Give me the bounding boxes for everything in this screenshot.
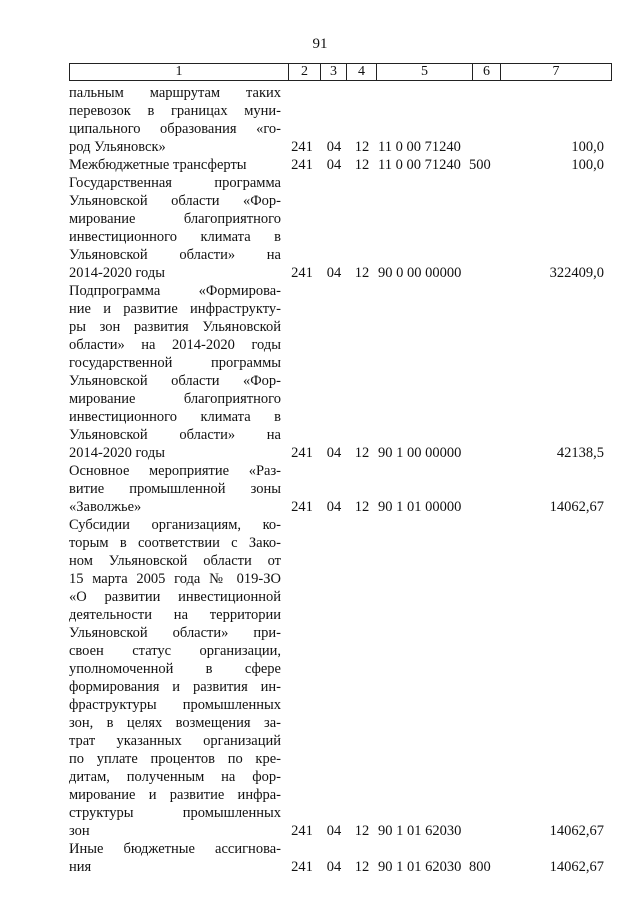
row-description-line: мирование благоприятного (69, 211, 281, 227)
row-description-line: Подпрограмма «Формирова- (69, 283, 281, 299)
row-description-line: ры зон развития Ульяновской (69, 319, 281, 335)
row-description-line: торым в соответствии с Зако- (69, 535, 281, 551)
row-description-line: Ульяновской области» на (69, 247, 281, 263)
row-description-line: Ульяновской области» при- (69, 625, 281, 641)
row-description-line: Ульяновской области» на (69, 427, 281, 443)
column-header-1: 1 (175, 64, 183, 79)
page-number: 91 (312, 36, 328, 52)
row-code-2: 241 (291, 823, 313, 839)
row-description-line: дитам, полученным на фор- (69, 769, 281, 785)
row-code-2: 241 (291, 139, 313, 155)
row-amount: 100,0 (571, 157, 604, 173)
table-row (0, 156, 640, 174)
row-description-line: ципального образования «го- (69, 121, 281, 137)
row-code-5: 90 1 01 62030 (378, 823, 462, 839)
row-description (69, 282, 281, 462)
row-description-line: инвестиционного климата в (69, 229, 281, 245)
row-description-line: трат указанных организаций (69, 733, 281, 749)
row-code-3: 04 (326, 265, 342, 281)
row-description-line: зон, в целях возмещения за- (69, 715, 281, 731)
row-description-line: формирования и развития ин- (69, 679, 281, 695)
column-header-3: 3 (320, 64, 346, 80)
row-code-4: 12 (354, 823, 370, 839)
row-amount: 14062,67 (549, 499, 604, 515)
row-description-line: ном Ульяновской области от (69, 553, 281, 569)
row-code-3: 04 (326, 499, 342, 515)
row-amount: 42138,5 (556, 445, 604, 461)
column-header-4: 4 (346, 64, 376, 80)
row-description-line: мирование благоприятного (69, 391, 281, 407)
row-description-line: Межбюджетные трансферты (69, 157, 247, 173)
row-code-6: 800 (469, 859, 491, 875)
row-code-3: 04 (326, 823, 342, 839)
table-row (0, 516, 640, 840)
row-description-line: 2014-2020 годы (69, 445, 165, 461)
row-description-line: зон (69, 823, 90, 839)
row-code-4: 12 (354, 157, 370, 173)
row-description-line: Государственная программа (69, 175, 281, 191)
row-description-line: Субсидии организациям, ко- (69, 517, 281, 533)
row-description-line: род Ульяновск» (69, 139, 166, 155)
row-code-3: 04 (326, 139, 342, 155)
row-amount: 100,0 (571, 139, 604, 155)
row-code-5: 90 0 00 00000 (378, 265, 462, 281)
row-description-line: государственной программы (69, 355, 281, 371)
row-code-4: 12 (354, 265, 370, 281)
row-code-2: 241 (291, 157, 313, 173)
row-description-line: уполномоченной в сфере (69, 661, 281, 677)
row-values (0, 498, 640, 516)
row-description-line: 2014-2020 годы (69, 265, 165, 281)
table-row (0, 174, 640, 282)
row-code-5: 11 0 00 71240 (378, 139, 461, 155)
table-row (0, 462, 640, 516)
row-description-line: Ульяновской области «Фор- (69, 373, 281, 389)
row-code-3: 04 (326, 445, 342, 461)
row-code-2: 241 (291, 265, 313, 281)
row-description-line: структуры промышленных (69, 805, 281, 821)
row-code-2: 241 (291, 445, 313, 461)
table-row (0, 282, 640, 462)
row-values (0, 264, 640, 282)
row-values (0, 444, 640, 462)
row-description-line: фраструктуры промышленных (69, 697, 281, 713)
row-description-line: пальным маршрутам таких (69, 85, 281, 101)
row-description-line: по уплате процентов по кре- (69, 751, 281, 767)
row-description-line: инвестиционного климата в (69, 409, 281, 425)
row-code-2: 241 (291, 499, 313, 515)
row-code-2: 241 (291, 859, 313, 875)
row-code-3: 04 (326, 157, 342, 173)
row-code-6: 500 (469, 157, 491, 173)
column-header-6: 6 (472, 64, 500, 80)
row-description-line: области» на 2014-2020 годы (69, 337, 281, 353)
row-description-line: перевозок в границах муни- (69, 103, 281, 119)
row-description-line: ние и развитие инфраструкту- (69, 301, 281, 317)
row-amount: 322409,0 (549, 265, 604, 281)
column-header-2: 2 (288, 64, 320, 80)
row-code-3: 04 (326, 859, 342, 875)
table-row (0, 84, 640, 156)
row-description-line: ния (69, 859, 92, 875)
row-code-5: 90 1 01 62030 (378, 859, 462, 875)
row-values (0, 822, 640, 840)
table-header (69, 63, 612, 81)
row-values (0, 858, 640, 876)
row-description-line: деятельности на территории (69, 607, 281, 623)
row-values (0, 138, 640, 156)
row-description-line: «Заволжье» (69, 499, 142, 515)
row-code-5: 90 1 00 00000 (378, 445, 462, 461)
row-description-line: мирование и развитие инфра- (69, 787, 281, 803)
row-description-line: своен статус организации, (69, 643, 281, 659)
row-code-4: 12 (354, 139, 370, 155)
row-description-line: 15 марта 2005 года № 019-ЗО (69, 571, 281, 587)
row-description-line: Основное мероприятие «Раз- (69, 463, 281, 479)
column-header-7: 7 (500, 64, 611, 80)
row-amount: 14062,67 (549, 859, 604, 875)
table-row (0, 840, 640, 876)
row-values (0, 156, 640, 174)
row-description-line: Иные бюджетные ассигнова- (69, 841, 281, 857)
row-description (69, 516, 281, 840)
row-amount: 14062,67 (549, 823, 604, 839)
column-header-5: 5 (376, 64, 472, 80)
row-description-line: «О развитии инвестиционной (69, 589, 281, 605)
row-description-line: витие промышленной зоны (69, 481, 281, 497)
row-code-5: 90 1 01 00000 (378, 499, 462, 515)
row-description-line: Ульяновской области «Фор- (69, 193, 281, 209)
row-code-4: 12 (354, 859, 370, 875)
row-code-5: 11 0 00 71240 (378, 157, 461, 173)
row-code-4: 12 (354, 445, 370, 461)
row-code-4: 12 (354, 499, 370, 515)
